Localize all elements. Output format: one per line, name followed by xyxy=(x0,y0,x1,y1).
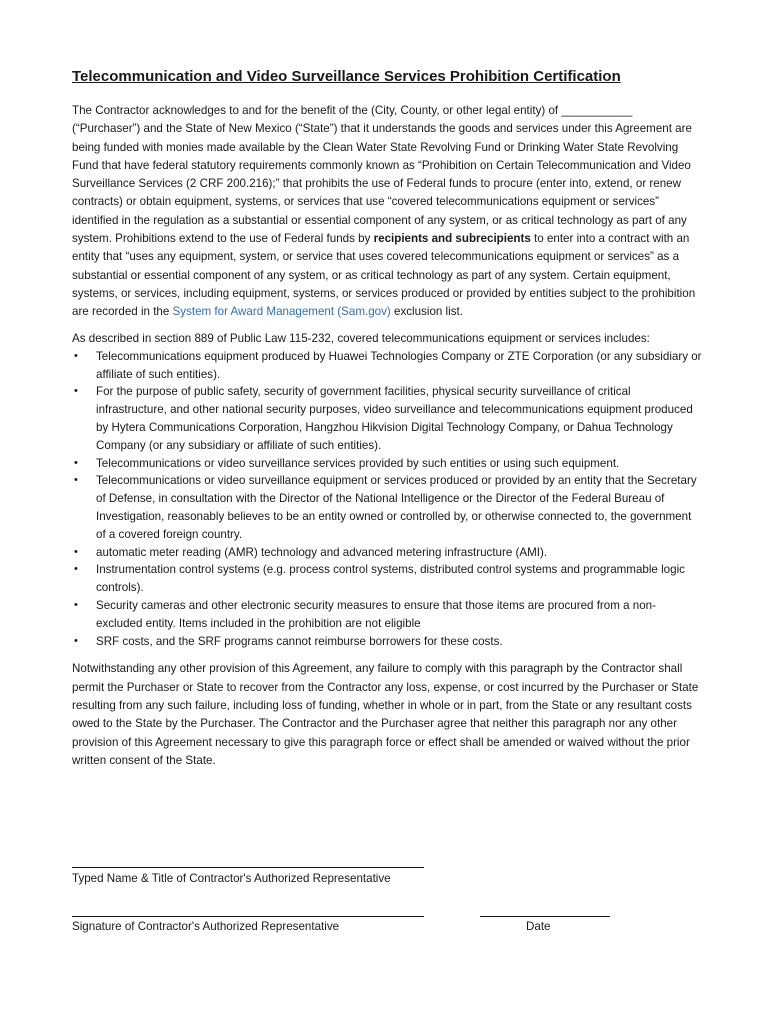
acknowledgement-text-2: to enter into a contract with an entity that “uses any equipment, system, or service that uses covered telecommunications equipment or services” as a substantial or essential component of any system, or as critical technology as part of any system. Certain equipment, systems, or services, including equipment, systems, or services produced or provided by entities subject to the prohibition are recorded in the xyxy=(72,232,696,319)
list-item xyxy=(72,597,702,633)
list-item-text: Instrumentation control systems (e.g. process control systems, distributed control systems and programmable logic controls). xyxy=(96,563,685,595)
bullet-icon: • xyxy=(74,349,78,362)
bullet-icon: • xyxy=(74,634,78,647)
acknowledgement-text-3: exclusion list. xyxy=(390,305,463,319)
list-item xyxy=(72,455,702,473)
bullet-icon: • xyxy=(74,599,78,612)
bullet-icon: • xyxy=(74,563,78,576)
date-line[interactable] xyxy=(480,916,610,917)
typed-name-line[interactable] xyxy=(72,867,424,868)
bullet-icon: • xyxy=(74,456,78,469)
indemnity-paragraph: Notwithstanding any other provision of this Agreement, any failure to comply with this paragraph by the Contractor shall permit the Purchaser or State to recover from the Contractor any loss, expense, or cost incurred by the Purchaser or State resulting from any such failure, including loss of funding, whether in whole or in part, from the State or any resultant costs owed to the State by the Purchaser. The Contractor and the Purchaser agree that neither this paragraph nor any other provision of this Agreement necessary to give this paragraph force or effect shall be amended or waived without the prior written consent of the State. xyxy=(72,662,699,767)
signature-line[interactable] xyxy=(72,916,424,917)
list-item xyxy=(72,472,702,543)
list-item xyxy=(72,633,702,651)
list-item-text: Security cameras and other electronic security measures to ensure that those items are procured from a non-excluded entity. Items included in the prohibition are not eligible xyxy=(96,599,656,630)
typed-name-label: Typed Name & Title of Contractor's Authorized Representative xyxy=(72,872,391,885)
list-item-text: Telecommunications or video surveillance equipment or services produced or provided by an entity that the Secretary of Defense, in consultation with the Director of the National Intelligence or the Director of the Federal Bureau of Investigation, reasonably believes to be an entity owned or controlled by, or otherwise connected to, the government of a covered foreign country. xyxy=(96,474,697,541)
bullet-icon: • xyxy=(74,545,78,558)
date-label: Date xyxy=(526,920,551,933)
acknowledgement-paragraph xyxy=(72,102,702,322)
sam-gov-link[interactable]: System for Award Management (Sam.gov) xyxy=(172,305,391,319)
list-item-text: SRF costs, and the SRF programs cannot reimburse borrowers for these costs. xyxy=(96,634,503,648)
covered-equipment-lead: As described in section 889 of Public Law 115-232, covered telecommunications equipment or services includes: xyxy=(72,331,650,345)
bullet-icon: • xyxy=(74,385,78,398)
list-item xyxy=(72,348,702,384)
document-body xyxy=(72,66,702,770)
signature-label: Signature of Contractor's Authorized Representative xyxy=(72,920,340,933)
list-item xyxy=(72,561,702,597)
list-item-text: Telecommunications or video surveillance services provided by such entities or using such equipment. xyxy=(96,456,620,470)
bullet-icon: • xyxy=(74,474,78,487)
document-title: Telecommunication and Video Surveillance Services Prohibition Certification xyxy=(72,68,621,85)
acknowledgement-text-1: The Contractor acknowledges to and for the benefit of the (City, County, or other legal entity) of ___________ (“Purchaser”) and the State of New Mexico (“State”) that it understands the goods and services under this Agreement are being funded with monies made available by the Clean Water State Revolving Fund or Drinking Water State Revolving Fund that have federal statutory requirements commonly known as “Prohibition on Certain Telecommunication and Video Surveillance Services (2 CRF 200.216);” that prohibits the use of Federal funds to procure (enter into, extend, or renew contracts) or obtain equipment, systems, or services that use “covered telecommunications equipment or services” identified in the regulation as a substantial or essential component of any system, or as critical technology as part of any system. Prohibitions extend to the use of Federal funds by xyxy=(72,104,692,246)
list-item xyxy=(72,383,702,454)
list-item-text: Telecommunications equipment produced by Huawei Technologies Company or ZTE Corporation (or any subsidiary or affiliate of such entities). xyxy=(96,349,702,381)
list-item xyxy=(72,544,702,562)
recipients-bold-text: recipients and subrecipients xyxy=(373,232,531,246)
covered-equipment-list xyxy=(72,348,702,651)
list-item-text: automatic meter reading (AMR) technology and advanced metering infrastructure (AMI). xyxy=(96,545,548,559)
list-item-text: For the purpose of public safety, security of government facilities, physical security surveillance of critical infrastructure, and other national security purposes, video surveillance and telecommunications equipment produced by Hytera Communications Corporation, Hangzhou Hikvision Digital Technology Company, or Dahua Technology Company (or any subsidiary or affiliate of such entities). xyxy=(96,385,693,452)
